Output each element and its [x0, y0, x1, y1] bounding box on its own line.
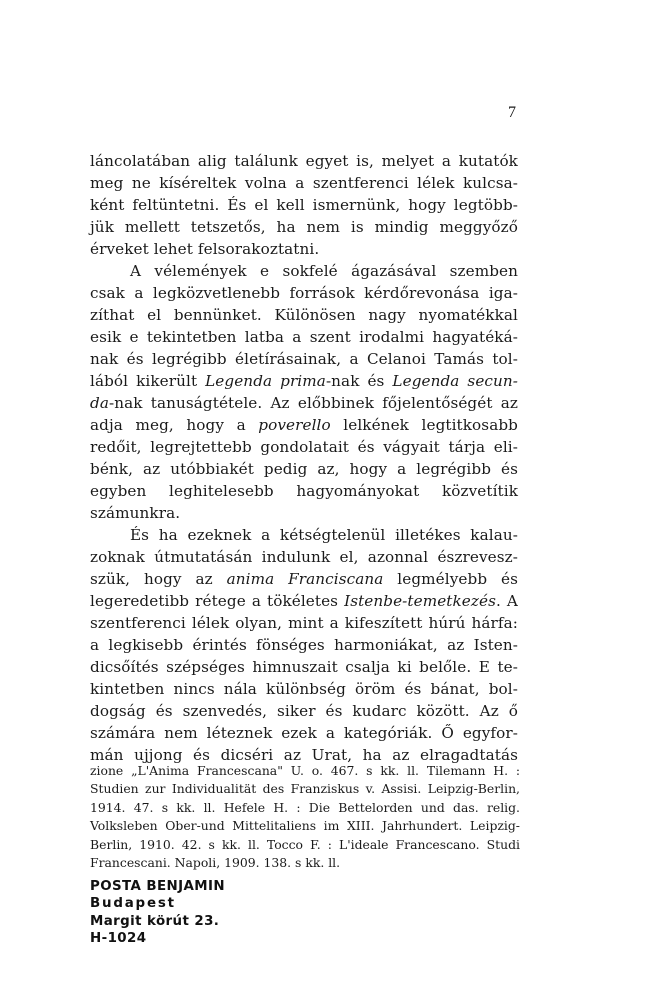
text-line: zoknak útmutatásán indulunk el, azonnal észrevesz- — [90, 548, 518, 566]
text-run: -nak és — [325, 372, 393, 390]
text-line: meg ne kíséreltek volna a szentferenci lélek kulcsa- — [90, 174, 518, 192]
footnote-line: Francescani. Napoli, 1909. 138. s kk. ll. — [90, 855, 341, 871]
text-run: adja meg, hogy a — [90, 416, 259, 434]
italic-term: Istenbe-temetkezés — [344, 592, 496, 610]
body-text — [90, 150, 518, 766]
text-line: bénk, az utóbbiakét pedig az, hogy a legrégibb és — [90, 460, 518, 478]
stamp-city: Budapest — [90, 896, 176, 912]
paragraph-2 — [90, 260, 518, 524]
text-line: redőit, legrejtettebb gondolatait és vágyait tárja eli- — [90, 438, 518, 456]
text-line: számára nem léteznek ezek a kategóriák. Ő egyfor- — [90, 724, 518, 742]
stamp-name: POSTA BENJAMIN — [90, 879, 225, 894]
text-line: kintetben nincs nála különbség öröm és bánat, bol- — [90, 680, 518, 698]
text-line: láncolatában alig találunk egyet is, melyet a kutatók — [90, 152, 518, 170]
paragraph-1 — [90, 150, 518, 260]
owner-stamp — [90, 878, 225, 948]
italic-term: poverello — [258, 416, 331, 434]
footnote-line: 1914. 47. s kk. ll. Hefele H. : Die Bettelorden und das. relig. — [90, 799, 520, 815]
text-line — [90, 590, 518, 612]
footnote-line: Berlin, 1910. 42. s kk. ll. Tocco F. : L'ideale Francescano. Studi — [90, 836, 520, 852]
text-line: a legkisebb érintés fönséges harmoniákat, az Isten- — [90, 636, 518, 654]
stamp-postcode: H-1024 — [90, 931, 147, 947]
text-run: legmélyebb és — [383, 570, 518, 588]
footnote-line: Studien zur Individualität des Franziskus v. Assisi. Leipzig-Berlin, — [90, 781, 520, 797]
text-line — [90, 414, 518, 436]
italic-title: da — [90, 394, 109, 412]
text-run: lából kikerült — [90, 372, 206, 390]
text-line: zíthat el bennünket. Különösen nagy nyomatékkal — [90, 306, 518, 324]
italic-title: Legenda prima — [205, 372, 326, 390]
text-line: esik e tekintetben latba a szent irodalmi hagyatéká- — [90, 328, 518, 346]
text-run: . A — [495, 592, 518, 610]
text-run: -nak tanuságtétele. Az előbbinek főjelentőségét az — [108, 394, 518, 412]
text-line: mán ujjong és dicséri az Urat, ha az elragadtatás — [90, 746, 518, 764]
page-number: 7 — [508, 104, 516, 121]
text-line — [90, 392, 518, 414]
text-line — [90, 568, 518, 590]
text-line: számunkra. — [90, 504, 181, 522]
paragraph-3 — [90, 524, 518, 766]
italic-title: Legenda secun- — [392, 372, 519, 390]
text-line: A vélemények e sokfelé ágazásával szemben — [130, 262, 518, 280]
text-line: egyben leghitelesebb hagyományokat közvetítik — [90, 482, 518, 500]
text-line: nak és legrégibb életírásainak, a Celanoi Tamás tol- — [90, 350, 518, 368]
text-line: csak a legközvetlenebb források kérdőrevonása iga- — [90, 284, 518, 302]
text-run: legeredetibb rétege a tökéletes — [90, 592, 345, 610]
text-line: érveket lehet felsorakoztatni. — [90, 240, 320, 258]
stamp-street: Margit körút 23. — [90, 913, 220, 929]
text-run: szük, hogy az — [90, 570, 227, 588]
text-line: dicsőítés szépséges himnuszait csalja ki belőle. E te- — [90, 658, 518, 676]
italic-term: anima Franciscana — [226, 570, 384, 588]
text-line: És ha ezeknek a kétségtelenül illetékes kalau- — [130, 526, 518, 544]
text-line — [90, 370, 518, 392]
text-line: szentferenci lélek olyan, mint a kifeszített húrú hárfa: — [90, 614, 518, 632]
text-line: ként feltüntetni. És el kell ismernünk, hogy legtöbb- — [90, 196, 518, 214]
footnote-line: Volksleben Ober-und Mittelitaliens im XIII. Jahrhundert. Leipzig- — [90, 818, 520, 834]
footnote-line: zione „L'Anima Francescana" U. o. 467. s kk. ll. Tilemann H. : — [90, 763, 520, 778]
footnote — [90, 762, 520, 872]
text-line: dogság és szenvedés, siker és kudarc között. Az ő — [90, 702, 518, 720]
text-run: lelkének legtitkosabb — [330, 416, 518, 434]
text-line: jük mellett tetszetős, ha nem is mindig meggyőző — [90, 218, 518, 236]
